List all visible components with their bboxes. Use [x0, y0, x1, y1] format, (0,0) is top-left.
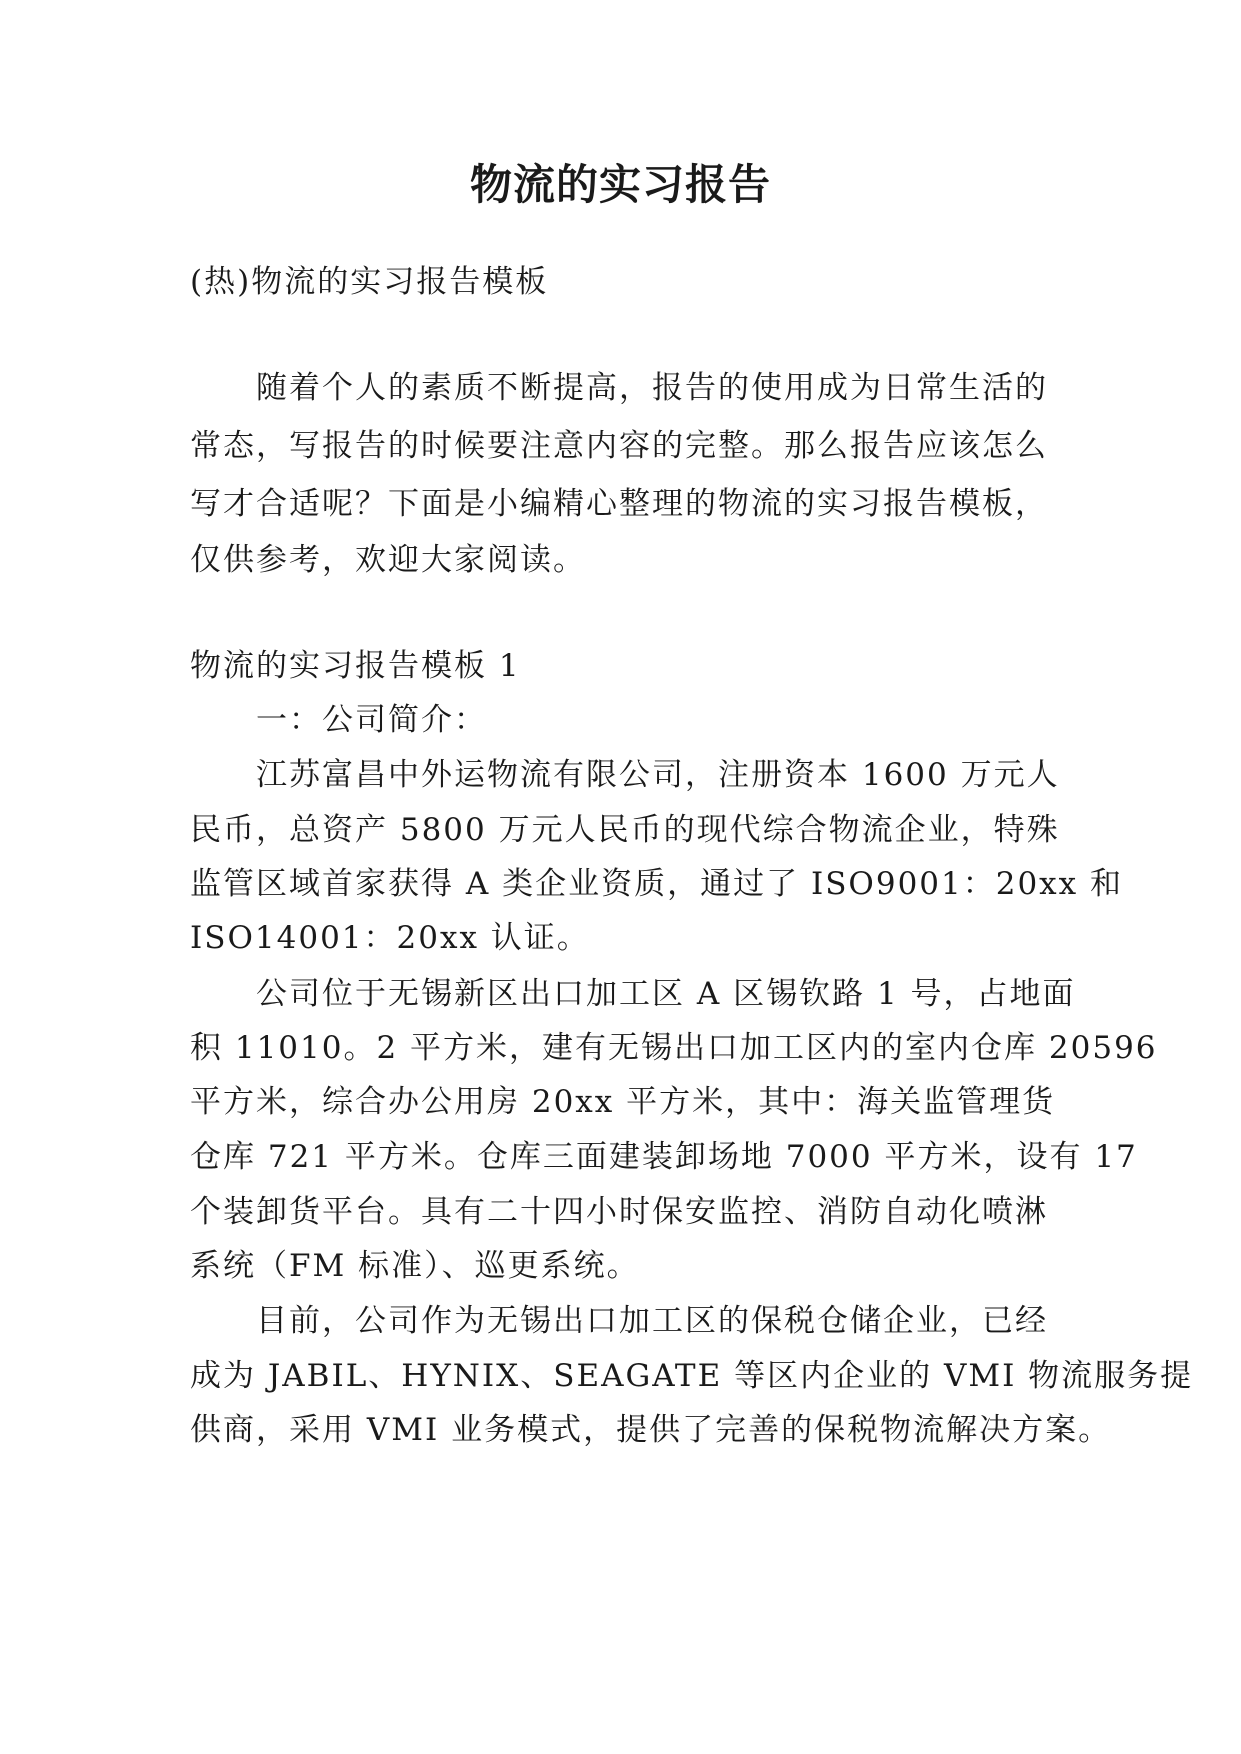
paragraph-line: ISO14001：20xx 认证。 — [190, 920, 590, 956]
section-heading: 物流的实习报告模板 1 — [190, 648, 521, 684]
document-title: 物流的实习报告 — [469, 160, 771, 209]
paragraph-line: 个装卸货平台。具有二十四小时保安监控、消防自动化喷淋 — [190, 1194, 1048, 1230]
document-subtitle: (热)物流的实习报告模板 — [190, 264, 549, 300]
paragraph-line: 积 11010。2 平方米，建有无锡出口加工区内的室内仓库 20596 — [190, 1030, 1158, 1066]
paragraph-line: 公司位于无锡新区出口加工区 A 区锡钦路 1 号，占地面 — [256, 976, 1076, 1012]
intro-line: 常态，写报告的时候要注意内容的完整。那么报告应该怎么 — [190, 428, 1048, 464]
paragraph-line: 目前，公司作为无锡出口加工区的保税仓储企业，已经 — [256, 1303, 1048, 1339]
paragraph-line: 民币，总资产 5800 万元人民币的现代综合物流企业，特殊 — [190, 812, 1060, 848]
intro-line: 随着个人的素质不断提高，报告的使用成为日常生活的 — [256, 370, 1048, 406]
paragraph-line: 系统（FM 标准）、巡更系统。 — [190, 1248, 640, 1284]
part-heading: 一：公司简介： — [256, 702, 487, 738]
paragraph-line: 监管区域首家获得 A 类企业资质，通过了 ISO9001：20xx 和 — [190, 866, 1124, 902]
intro-line: 仅供参考，欢迎大家阅读。 — [190, 542, 586, 578]
paragraph-line: 江苏富昌中外运物流有限公司，注册资本 1600 万元人 — [256, 757, 1060, 793]
paragraph-line: 成为 JABIL、HYNIX、SEAGATE 等区内企业的 VMI 物流服务提 — [190, 1358, 1194, 1394]
paragraph-line: 仓库 721 平方米。仓库三面建装卸场地 7000 平方米，设有 17 — [190, 1139, 1138, 1175]
paragraph-line: 供商，采用 VMI 业务模式，提供了完善的保税物流解决方案。 — [190, 1412, 1112, 1448]
paragraph-line: 平方米，综合办公用房 20xx 平方米，其中：海关监管理货 — [190, 1084, 1056, 1120]
intro-line: 写才合适呢？下面是小编精心整理的物流的实习报告模板， — [190, 486, 1048, 522]
